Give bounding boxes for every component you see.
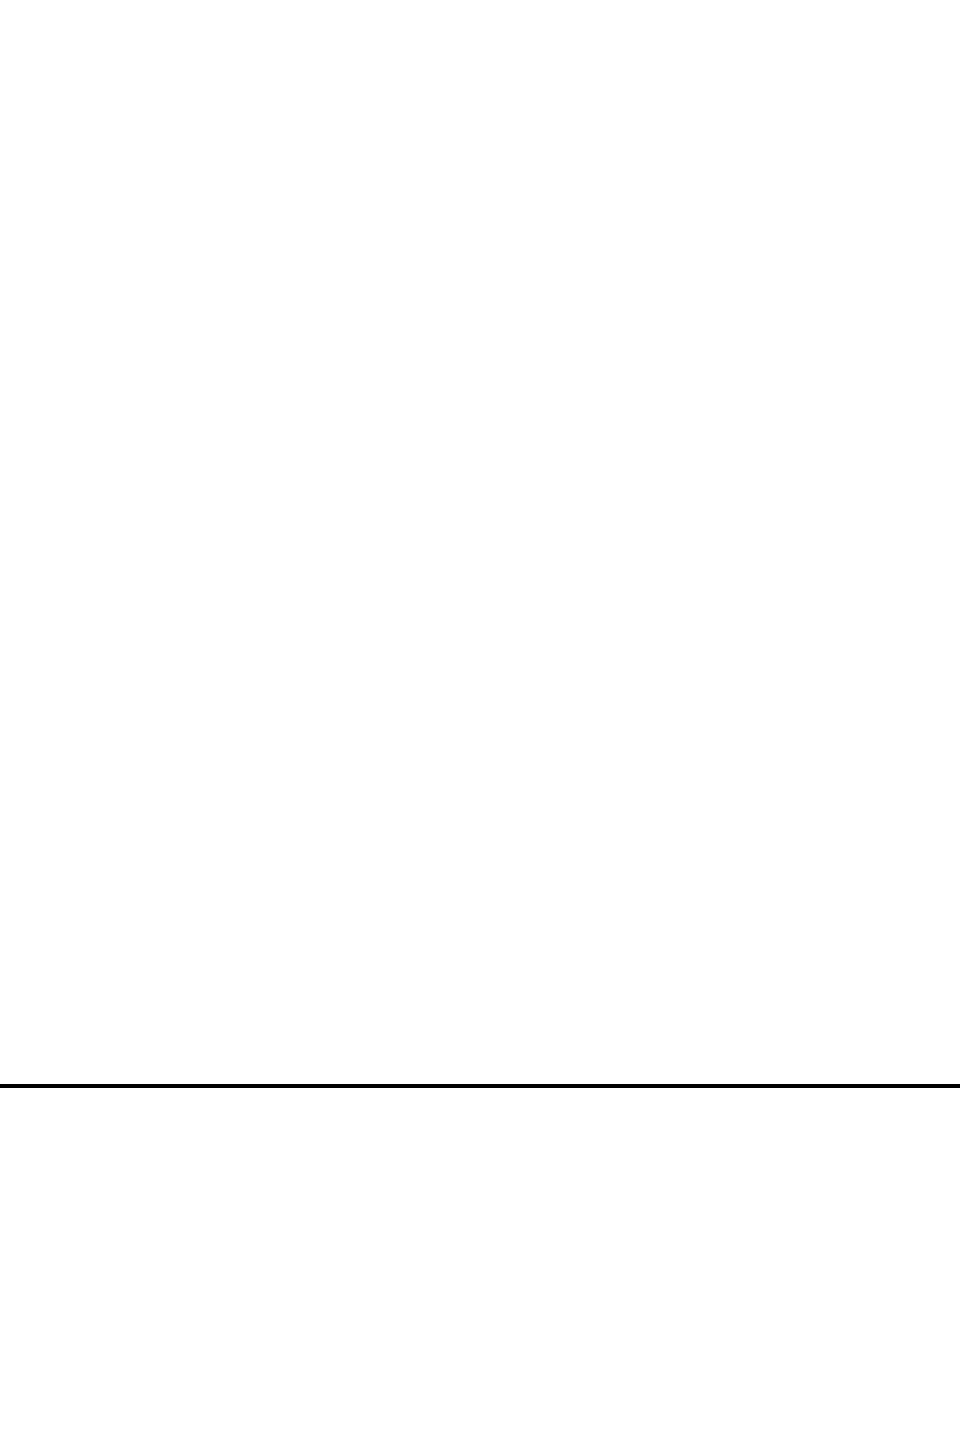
section-divider [0,1084,960,1088]
